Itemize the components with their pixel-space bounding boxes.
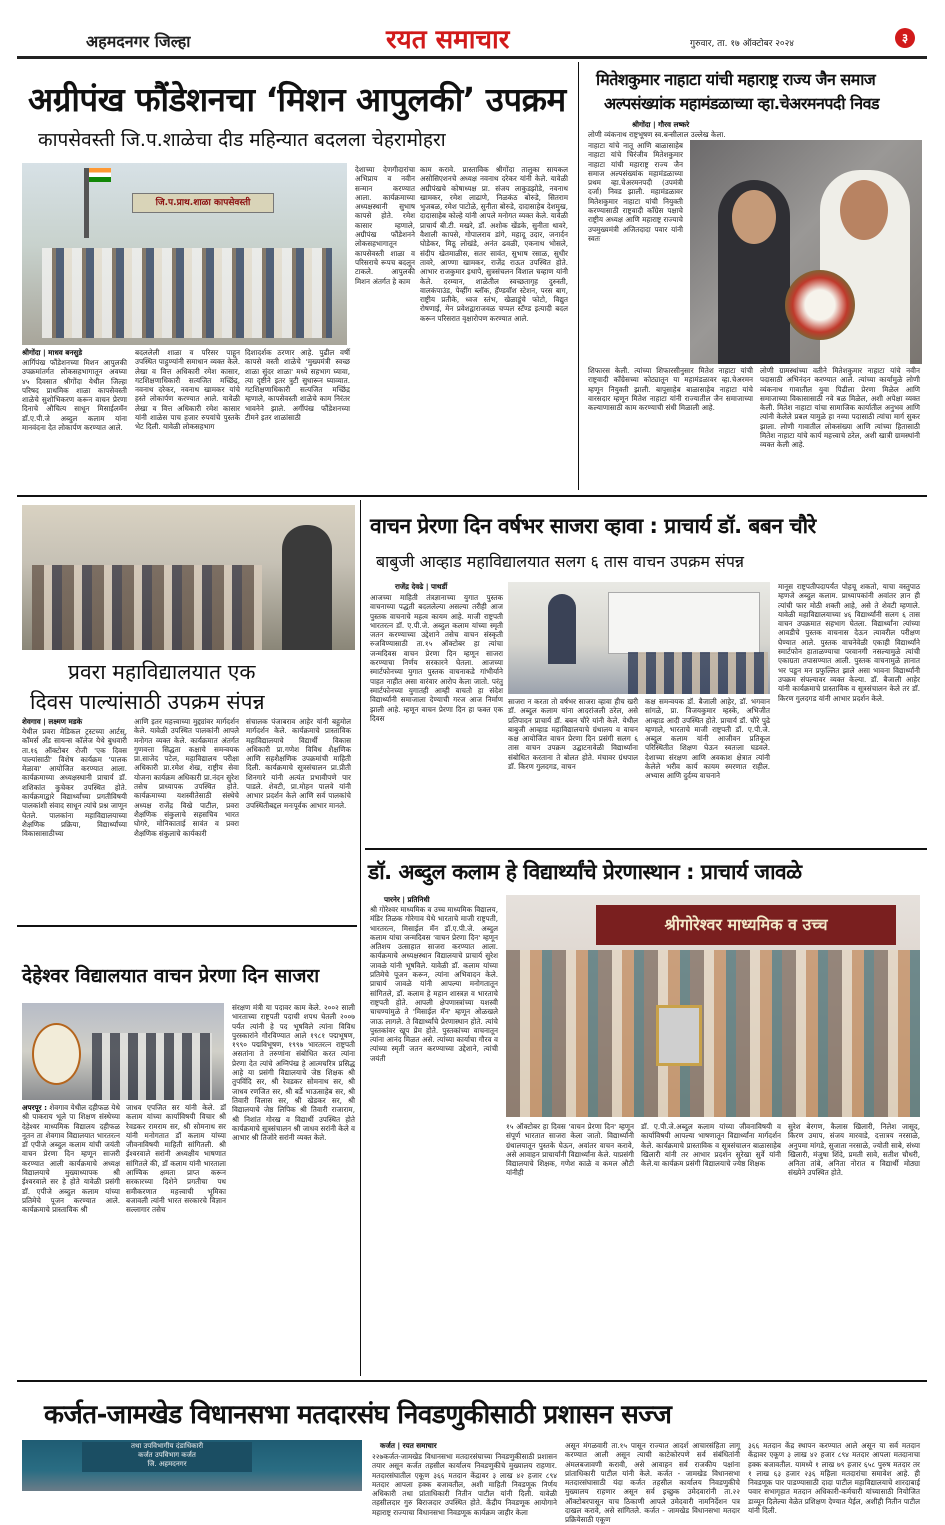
- staff-group-photo: [506, 895, 920, 1117]
- section-divider: [17, 495, 927, 497]
- speaker: [548, 594, 576, 664]
- story6-col2: जाधव एपजित सर यांनी केले. डॉ कलाम यांच्या कार्याविषयी विचार श्री रेवडकर रामराम सर, श्री सोमनाथ सर यांनी मनोगतात डॉ कलाम यांच्या जीवनाविषयी माहिती सांगितली. श्री ईश्वरवाले सरांनी अध्यक्षीय भाषणात सांगितले की, डॉ कलाम यांनी भारताला आण्विक क्षमता प्राप्त करून सरकारच्या दिशेने प्रगतीचा पथ समीकरणात महत्त्वाची भूमिका बजावली त्यांनी भारत सरकारचे विज्ञान सल्लागार तसेच: [126, 1103, 226, 1215]
- district-label: अहमदनगर जिल्हा: [86, 32, 191, 51]
- story1-col2: बदललेली शाळा व परिसर पाहून उपस्थित पाहुण्यांनी समाधान व्यक्त केले. लेखा व वित्त अधिकारी रमेश कासार, गटशिक्षणाधिकारी सत्यजित मच्छिंद्र, नवनाथ दरेकर, नवनाथ खामकर यांचे हस्ते लोकार्पण करण्यात आले. यावेळी लेखा व वित्त अधिकारी रमेश कासार यांनी शाळेस पाच हजार रुपयांचे पुस्तके भेट दिली. यावेळी लोकसहभाग: [135, 348, 240, 432]
- staff-row: [506, 950, 920, 1117]
- headline-line2: अल्पसंख्यांक महामंडळाच्या व्हा.चेअरमनपदी निवड: [604, 94, 880, 113]
- story4-col4: मानूस राष्ट्रपतीपदापर्यंत पोहचू शकतो, याचा वस्तुपाठ म्हणजे अब्दुल कलाम. प्राध्यापकांनी अवांतर ज्ञान ही त्यांची फार मोठी शक्ती आहे, असे ते शेवटी म्हणाले. यावेळी महाविद्यालयाच्या ४६ विद्यार्थ्यांनी सलग ६ तास वाचन उपक्रमात सहभाग घेतला. विद्यार्थ्यांना त्यांच्या आवडीचे पुस्तक वाचनास देऊन त्यावरील परीक्षण घेण्यात आले. पुस्तक वाचनेवेळी एकाही विद्यार्थ्यांने स्मार्टफोन हाताळण्याचा परवानगी नसल्यामुळे त्यांची एकाग्रता तपासण्यात आली. पुस्तक वाचनामुळे ज्ञानात भर पडून मन प्रफुल्लित झाले असा भावना विद्यार्थ्यांनी उपक्रम संपल्यावर व्यक्त केल्या. डॉ. बैजाली आहेर यांनी कार्यक्रमाचे प्रास्ताविक व सूत्रसंचालन केले तर डॉ. किरण गुलदगड यांनी आभार प्रदर्शन केले.: [778, 582, 920, 703]
- headline-line2: दिवस पाल्यांसाठी उपक्रम संपन्न: [30, 690, 265, 714]
- story7-col2: असून मंगळवारी ता.१५ पासून राज्यात आदर्श आचारसंहिता लागू करण्यात आली असून त्याची काटेकोरपणे सर्व संबंधितांनी अंमलबजावणी करावी, असे आवाहन सर्व राजकीय पक्षांना प्रांताधिकारी पाटील यांनी केले. कर्जत - जामखेड विधानसभा मतदारसंघासाठी यंदा कर्जत तहसील कार्यालय निवडणुकीचे मुख्यालय राहणार असून सर्व इच्छुक उमेदवारांनी ता.२२ ऑक्टोबरपासून याच ठिकाणी आपले उमेदवारी नामनिर्देशन पत्र दाखल करावे, असे सांगितले. कर्जत - जामखेड विधानसभा मतदार प्रक्रियेसाठी एकूण: [565, 1441, 740, 1525]
- headline: डॉ. अब्दुल कलाम हे विद्यार्थ्यांचे प्रेरणास्थान : प्राचार्य जावळे: [368, 860, 802, 884]
- story2-col-right: लोणी ग्रामस्थांच्या वतीने मितेशकुमार नाहाटा यांचे नवीन पदासाठी अभिनंदन करण्यात आले. त्यांच्या कार्यामुळे लोणी व्यंकनाथ गावातील युवा पिढीला प्रेरणा मिळेल आणि समाजाच्या विकासासाठी नवे बळ मिळेल, अशी अपेक्षा व्यक्त केली. मितेश नाहाटा यांचा सामाजिक कार्यातील अनुभव आणि त्यांनी केलेले प्रबल यामुळे हा नव्या पदासाठी त्यांचा मार्ग सुकर झाला. लोणी गावातील लोकसंख्या आणि त्यांच्या हितासाठी मितेश नाहाटा यांचे कार्य महत्त्वाचे ठरेल, अशी खात्री ग्रामस्थांनी व्यक्त केली आहे.: [760, 366, 920, 450]
- audience: [628, 652, 768, 694]
- story7-col1: २२७कर्जत-जामखेड विधानसभा मतदारसंघाच्या निवडणुकीसाठी प्रशासन तयार असून कर्जत तहसील कार्यालय निवडणुकीचे मुख्यालय राहणार. मतदारसंघातील एकूण ३६६ मतदान केंद्रावर ३ लाख ४२ हजार ८९४ मतदार आपला हक्क बजावतील, अशी माहिती निवडणूक निर्णय अधिकारी तथा प्रांताधिकारी नितीन पाटील यांनी दिली. यावेळी तहसीलदार गुरु बिराजदार उपस्थित होते. केंद्रीय निवडणूक आयोगाने महाराष्ट्र राज्याचा विधानसभा निवडणूक कार्यक्रम जाहीर केला: [372, 1452, 557, 1517]
- story5-col1: श्री गोरेश्वर माध्यमिक व उच्च माध्यमिक विद्यालय, मंडिर तिळक गोरेगाव येथे भारताचे माजी राष्ट्रपती, भारतरत्न, मिसाईल मॅन डॉ.ए.पी.जे. अब्दुल कलाम यांचा जन्मदिवस 'वाचन प्रेरणा दिन' म्हणून अतिशय उत्साहात साजरा करण्यात आला. कार्यक्रमाचे अध्यक्षस्थान विद्यालयाचे प्राचार्य सुरेश जावळे यांनी भूषविले. यावेळी डॉ. कलाम यांच्या प्रतिमेचे पूजन करून, त्यांना अभिवादन केले. प्राचार्य जावळे यांनी आपल्या मनोगतातून सांगितले, डॉ. कलाम हे महान शास्त्रज्ञ व भारताचे राष्ट्रपती होते. आपली क्षेपणास्त्रांच्या यशस्वी चाचण्यांमुळे ते 'मिसाईल मॅन' म्हणून ओळखले जाऊ लागले. ते विद्यार्थ्यांचे प्रेरणास्थान होते. त्यांचे पुस्तकांवर खूप प्रेम होते. पुस्तकांच्या वाचनातून त्यांना आनंद मिळत असे. त्यांच्या कार्याचा गौरव व त्यांच्या स्मृती जतन करण्याच्या उद्देशाने, त्यांची जयंती: [370, 905, 498, 1063]
- story4-col1: आजच्या माहिती तंत्रज्ञानाच्या युगात पुस्तक वाचनाच्या पद्धती बदललेल्या असल्या तरीही आज पुस्तक वाचनाचे महत्व कायम आहे. माजी राष्ट्रपती भारतरत्न डॉ. ए.पी.जे. अब्दुल कलाम यांच्या स्मृती जतन करण्याच्या उद्देशाने तसेच वाचन संस्कृती रुजविण्यासाठी ता.१५ ऑक्टोबर हा त्यांचा जन्मदिवस वाचन प्रेरणा दिन म्हणून साजरा करण्याचा निर्णय सरकारने घेतला. आजच्या स्मार्टफोनच्या युगात पुस्तक वाचनाकडे गांभीर्याने पाहत नाहीत असा वारंवार आरोप केला जातो. परंतु स्मार्टफोनच्या युगातही आम्ही वाचतो हा संदेश विद्यार्थ्यांनी समाजाला देण्याची गरज आज निर्माण झाली आहे. म्हणून वाचन प्रेरणा दिन हा फक्त एक दिवस: [370, 593, 503, 723]
- story1-col3: दिशादर्शक ठरणार आहे. पुढील वर्षी कापसे वस्ती शाळेचे 'मुख्यमंत्री स्वच्छ शाळा सुंदर शाळा' मध्ये सहभाग घ्यावा, त्या दृष्टीने इतर त्रुटी सुधारून घ्याव्यात. गटशिक्षणाधिकारी सत्यजित मच्छिंद्र म्हणाले, कापसेवस्ती शाळेचे काम निरंतर भावनेने झाले. अर्गीपंख फौंडेशनच्या टीमने इतर शाळांसाठी: [245, 348, 350, 423]
- flag: [89, 168, 111, 182]
- byline: राजेंद्र देवढे | पाथर्डी: [395, 582, 448, 591]
- story2-col-bottom: शिफारस केली. त्यांच्या शिफारसीनुसार मितेश नाहाटा यांची राष्ट्रवादी काँग्रेसच्या कोट्यातून या महामंडळावर व्हा.चेअरमन म्हणून नियुक्ती झाली. बापूसाहेब बाळासाहेब नाहाटा यांचे वारसदार म्हणून मितेश नाहाटा यांनी राज्यातील जैन समाजाच्या कल्याणासाठी काम करण्याची संधी मिळाली आहे.: [588, 366, 753, 413]
- office-nameplate: [82, 1442, 252, 1472]
- school-photo: [22, 163, 347, 345]
- headline: देहेश्वर विद्यालयात वाचन प्रेरणा दिन साजरा: [22, 965, 320, 987]
- school-event-photo: [22, 1003, 224, 1100]
- story1-col1: आर्गिपंख फौंडेशनच्या मिशन आपुलकी उपक्रमांतर्गत लोकसहभागातून अवघ्या ४५ दिवसात श्रीगोंदा येथील जिल्हा परिषद प्राथमिक शाळा कापसेवस्ती शाळेचे सुशोभिकरण करून वाचन प्रेरणा दिनाचे औचित्य साधून मिसाईलमॅन डॉ.ए.पी.जे अब्दुल कलाम यांना मानवंदना देत लोकार्पण करण्यात आले.: [22, 358, 127, 433]
- school-name-banner: [132, 193, 274, 213]
- people: [92, 1033, 212, 1100]
- person-right-face: [840, 180, 888, 240]
- story5-col4: सुरेश बेरगण, कैलास खिलारी, निलेश जासूद, किरण उमाप, संजय मारवाडे, दत्तात्रय नरसाळे, अनुपमा मांगडे, सुजाता नरसाळे, ज्योती साबे, संध्या खिलारी, मंजुषा शिंदे, प्रमती सावे, सतीश चौधरी, अनिता तांबे, अनिता नोरात व विद्यार्थी मोठ्या संख्येने उपस्थित होते.: [788, 1122, 920, 1178]
- kalam-poster: [32, 1023, 81, 1085]
- kalam-portrait: [656, 1005, 702, 1066]
- bouquet: [785, 270, 855, 340]
- story1-col5: काम करावे. प्रास्ताविक श्रीगोंदा तालुका सायकल असोसिएशनचे अध्यक्ष नवनाथ दरेकर यांनी केले. यावेळी अग्रीपंखचे कोषाध्यक्ष प्रा. संजय लाकुडझोडे, नवनाथ खामकर, रमेश लाढाणे, निळकंठ बोरुडे, सितराम भुजबळ, रमेश पाटोळे, सुनीता बोरुडे, दादासाहेब देशमुख, दादासाहेब कोल्हे यांनी आपले मनोगत व्यक्त केले. यावेळी प्राचार्य बी.टी. मखरे, डॉ. अशोक खेंडके, सुनीता थावरे, वैशाली कापसे, गोपालराव डांगे, महादू उदार, जनार्दन घोडेकर, मिठू लोखंडे, अनंत ढवळी, एकनाथ भोसले, संदीप खेतमाळीस, सतर सावंत, सुभाष रसाळ, सुधीर तावरे, आण्णा खामकर, राजेंद्र राऊत उपस्थित होते. आभार राजकुमार इथापे, सुत्रसंचलन विशाल चव्हाण यांनी केले. दरम्यान, शाळेतील स्वच्छतागृह दुरुस्ती, वालकंपाउंड, पेव्हींग ब्लॉक, हॅण्डवॉश स्टेशन, परस बाग, राष्ट्रीय प्रतीके, ध्वज स्तंभ, खेळाडूंचे फोटो, विद्युत रोषणाई, मेन प्रवेशद्वाराजवळ चप्पल स्टॅण्ड इत्यादी बदल करून परिसरात वृक्षारोपण करण्यात आले.: [420, 165, 568, 323]
- column-divider: [578, 62, 579, 490]
- byline: कर्जत | रयत समाचार: [380, 1441, 437, 1450]
- byline: श्रीगोंदा | माधव बनसुडे: [22, 348, 83, 357]
- section-divider: [17, 925, 357, 927]
- column-divider: [360, 500, 361, 1376]
- audience: [32, 565, 262, 650]
- byline: श्रीगोंदा | गौरव लष्करे: [632, 120, 690, 129]
- lecture-photo: [508, 582, 770, 694]
- story1-col4: देशाच्या देणगीदारांचा अभिप्राय व नवीन सन्मान करण्यात आला. कार्यक्रमाच्या अध्यक्षस्थानी सुभाष कापसे होते. रमेश कासार म्हणाले, अग्रीपंख फौंडेशनने लोकसहभागातून कापसेवस्ती शाळा व परिसराचे रूपच बदलून टाकले. आपुलकी मिशन अंतर्गत हे काम: [355, 165, 415, 286]
- school-name-banner-text: जि.प.प्राथ.शाळा कापसेवस्ती: [155, 198, 251, 208]
- page-number: ३: [901, 31, 909, 45]
- school-banner: [596, 905, 896, 945]
- classroom-photo: [22, 505, 355, 650]
- issue-date: गुरुवार, ता. १७ ऑक्टोबर २०२४: [690, 39, 794, 49]
- story6-col1-body: शेवगाव येथील दहीफळ येथे श्री पाकराय भूले पा शिक्षण संस्थेच्या देहेश्वर माध्यमिक विद्यालय दहीफळ नूतन ता शेवगाव विद्यालयात भारतरत्न डॉ एपीजे अब्दुल कलाम यांची जयंती वाचन प्रेरणा दिन म्हणून साजरी करण्यात आली कार्यक्रमाचे अध्यक्ष विद्यालयाचे मुख्याध्यापक श्री ईश्वरवाले सर हे होते यावेळी प्रसंगी डॉ. एपीजे अब्दुल कलाम यांच्या प्रतिमेचे पूजन करण्यात आले. कार्यक्रमाचे प्रास्ताविक श्री: [22, 1103, 120, 1215]
- nameplate-line2: कर्जत उपविभाग कर्जत: [138, 1451, 196, 1459]
- paper-name-logo: रयत समाचार: [386, 25, 510, 55]
- headline-line1: प्रवरा महाविद्यालयात एक: [68, 660, 256, 684]
- school-banner-text: श्रीगोरेश्वर माध्यमिक व उच्च: [664, 915, 828, 934]
- story6-col1: अपरपूर : शेवगाव येथील दहीफळ येथे श्री पाकराय भूले पा शिक्षण संस्थेच्या देहेश्वर माध्यमिक विद्यालय दहीफळ नूतन ता शेवगाव विद्यालयात भारतरत्न डॉ एपीजे अब्दुल कलाम यांची जयंती वाचन प्रेरणा दिन म्हणून साजरी करण्यात आली कार्यक्रमाचे अध्यक्ष विद्यालयाचे मुख्याध्यापक श्री ईश्वरवाले सर हे होते यावेळी प्रसंगी डॉ. एपीजे अब्दुल कलाम यांच्या प्रतिमेचे पूजन करण्यात आले. कार्यक्रमाचे प्रास्ताविक श्री: [22, 1103, 120, 1215]
- whiteboard: [608, 592, 760, 654]
- headline: अग्रीपंख फौंडेशनचा ‘मिशन आपुलकी’ उपक्रम: [28, 80, 566, 119]
- people-group: [42, 248, 332, 338]
- story2-col1: नाहाटा यांचे नातू आणि बाळासाहेब नाहाटा यांचे चिरंजीव मितेशकुमार नाहाटा यांची महाराष्ट्र राज्य जैन समाज अल्पसंख्यांक महामंडळाच्या प्रथम व्हा.चेअरमनपदी (उपमंत्री दर्जा) निवड झाली. महामंडळावर मितेशकुमार नाहाटा यांची नियुक्ती करण्यासाठी राष्ट्रवादी काँग्रेस पक्षाचे राष्ट्रीय अध्यक्ष आणि महाराष्ट्र राज्याचे उपमुख्यमंत्री अजितदादा पवार यांनी स्वतः: [588, 141, 683, 243]
- subhead: बाबुजी आव्हाड महाविद्यालयात सलग ६ तास वाचन उपक्रम संपन्न: [376, 552, 745, 571]
- section-divider: [17, 1380, 927, 1382]
- headline: कर्जत-जामखेड विधानसभा मतदारसंघ निवडणुकीसाठी प्रशासन सज्ज: [44, 1400, 672, 1430]
- office-photo: [22, 1440, 362, 1491]
- person-left-face: [732, 190, 776, 244]
- nameplate-line1: तथा उपविभागीय दंडाधिकारी: [130, 1442, 204, 1450]
- headline: वाचन प्रेरणा दिन वर्षभर साजरा व्हावा : प्राचार्य डॉ. बबन चौरे: [370, 514, 816, 538]
- story4-col2: साजरा न करता तो वर्षभर साजरा व्हावा हीच खरी डॉ. अब्दुल कलाम यांना आदरांजली ठरेल, असे प्रतिपादन प्राचार्य डॉ. बबन चौरे यांनी केले. येथील बाबुजी आव्हाड महाविद्यालयाचे ग्रंथालय व वाचन कक्ष आयोजित वाचन प्रेरणा दिन प्रसंगी सलग ६ तास वाचन उपक्रम उद्घाटनावेळी विद्यार्थ्यांना संबोधित करताना ते बोलत होते. मंचावर ग्रंथपाल डॉ. किरण गुलदगड, वाचन: [508, 697, 638, 772]
- speaker: [282, 525, 332, 650]
- story3-col3: संचालक पंजाबराव आहेर यांनी बहुमोल मार्गदर्शन केले. कार्यक्रमाचे प्रास्ताविक महाविद्यालयाचे विद्यार्थी विकास अधिकारी प्रा.गणेश विविध शैक्षणिक आणि सहशैक्षणिक उपक्रमांची माहिती दिली. कार्यक्रमाचे सूत्रसंचालन प्रा.प्रीती शिनगारे यांनी अत्यंत प्रभावीपणे पार पाडले. शेवटी, प्रा.मोहन पालवे यांनी आभार प्रदर्शन केले आणि सर्व पालकांचे उपस्थितीबद्दल मनःपूर्वक आभार मानले.: [246, 717, 351, 810]
- story2-intro: लोणी व्यंकनाथ राष्ट्रभूषण स्व.बन्सीलाल उल्लेख केला.: [588, 130, 726, 139]
- byline: पारनेर | प्रतिनिधी: [384, 895, 430, 904]
- nameplate-line3: जि. अहमदनगर: [147, 1460, 187, 1468]
- story6-col3: संरक्षण मंत्री या पदावर काम केले. २००२ साली भारताच्या राष्ट्रपती पदाची शपथ घेतली २००७ पर्यंत त्यांनी हे पद भूषविले त्यांना विविध पुरस्कारांने गौरविण्यात आले १९८१ पद्मभूषण, १९९० पद्मविभूषण, १९९७ भारतरत्न राष्ट्रपती असतांना ते तरुणांना संबोधित करत त्यांना प्रेरणा देत त्यांचे अग्निपंख हे आत्मचरित्र प्रसिद्ध आहे या प्रसंगी विद्यालयाचे जेष्ठ शिक्षक श्री तुपविंदि सर, श्री रेवडकर सोमनाथ सर, श्री जाधव रणजित सर, श्री बर्डे भाऊसाहेब सर, श्री तिवारी विलास सर, श्री खेडकर सर, श्री विद्यालयाचे जेष्ठ लिपिक श्री तिवारी राजाराम, श्री निशांत गोरख व विद्यार्थी उपस्थित होते कार्यक्रमाचे सूत्रसंचालन श्री जाधव सरांनी केले व आभार श्री तिजोरे सरांनी व्यक्त केले.: [232, 1003, 355, 1143]
- byline: शेवगाव | लक्ष्मण मडके: [22, 717, 83, 726]
- story7-col3: ३६६ मतदान केंद्र स्थापन करण्यात आले असून या सर्व मतदान केंद्रावर एकूण ३ लाख ४२ हजार ८९४ मतदार आपला मतदानाचा हक्क बजावतील. यामध्ये १ लाख ७९ हजार ६५८ पुरुष मतदार तर १ लाख ६३ हजार २३६ महिला मतदारांचा समावेश आहे. ही निवडणूक पार पाडण्यासाठी दादा पाटील महाविद्यालयाचे शारदाबाई पवार सभागृहात मतदान अधिकारी-कर्मचारी यांच्यासाठी नियोजित डाव्यून दिलेल्या वेळेत प्रशिक्षण देण्यात येईल, अशीही नितीन पाटील यांनी दिली.: [748, 1441, 920, 1516]
- subhead: कापसेवस्ती जि.प.शाळेचा दीड महिन्यात बदलला चेहरामोहरा: [38, 129, 446, 151]
- page-number-badge: [895, 28, 915, 48]
- section-divider: [365, 848, 927, 850]
- nahata-felicitation-photo: [690, 140, 922, 364]
- story5-col2: १५ ऑक्टोबर हा दिवस 'वाचन प्रेरणा दिन' म्हणून संपूर्ण भारतात साजरा केला जातो. विद्यार्थ्यांनी ग्रंथालयातून पुस्तके घेऊन, अवांतर वाचन करावे, असे आवाहन प्राचार्यांनी विद्यार्थ्यांना केले. याप्रसंगी विद्यालयाचे शिक्षक, गणेश काळे व कमल औटी यांनीही: [506, 1122, 634, 1178]
- story4-col3: कक्ष समन्वयक डॉ. बैजाली आहेर, डॉ. भगवान सांगळे, प्रा. विजयकुमार म्हस्के, अभिजीत आव्हाड आदी उपस्थित होते. प्राचार्य डॉ. चौरे पुढे म्हणाले, भारताचे माजी राष्ट्रपती डॉ. ए.पी.जे. अब्दुल कलाम यांनी आजीवन प्रतिकूल परिस्थितीत शिक्षण घेऊन स्वतःला घडवले. देशाच्या संरक्षण आणि अवकाश क्षेत्रात त्यांनी केलेले भरीव कार्य कायम स्मरणात राहील. अभ्यास आणि दुर्दम्य वाचनाने: [645, 697, 770, 781]
- headline-line1: मितेशकुमार नाहाटा यांची महाराष्ट्र राज्य जैन समाज: [596, 70, 876, 89]
- story5-col3: डॉ. ए.पी.जे.अब्दुल कलाम यांच्या जीवनाविषयी व कार्याविषयी आपल्या भाषणातून विद्यार्थ्यांना मार्गदर्शन केले. कार्यक्रमाचे प्रास्ताविक व सूत्रसंचालन बाळासाहेब खिलारी यांनी तर आभार प्रदर्शन सुरेखा सुर्वे यांनी केले.या कार्यक्रम प्रसंगी विद्यालयाचे ज्येष्ठ शिक्षक: [641, 1122, 781, 1169]
- masthead-rule: [17, 56, 927, 59]
- story3-col2: आणि इतर महत्त्वाच्या मुद्द्यांवर मार्गदर्शन केले. यावेळी उपस्थित पालकांनी आपले मनोगत व्यक्त केले. कार्यक्रमात अंतर्गत गुणवत्ता सिद्धता कक्षाचे समन्वयक प्रा.साजेद पटेल, महाविद्यालय परीक्षा अधिकारी प्रा.रमेश शेख, राष्ट्रीय सेवा योजना कार्यक्रम अधिकारी प्रा.नंदन सुरेश तसेच प्राध्यापक उपस्थित होते. कार्यक्रमाच्या यशस्वीतेसाठी संस्थेचे अध्यक्ष राजेंद्र विखे पाटील, प्रवरा शैक्षणिक संकुलाचे सहसचिव भारत घोगरे, मोनिकाताई सावंत व प्रवरा शैक्षणिक संकुलाचे कार्यकारी: [134, 717, 239, 838]
- story3-col1: येथील प्रवरा मेडिकल ट्रस्टच्या आर्टस्, कॉमर्स अँड सायन्स कॉलेज येथे बुधवारी ता.१६ ऑक्टोबर रोजी 'एक दिवस पाल्यांसाठी' विशेष कार्यक्रम 'पालक मेळावा' आयोजित करण्यात आला. कार्यक्रमाच्या अध्यक्षस्थानी प्राचार्य डॉ. शशिकांत कुचेकर उपस्थित होते. कार्यक्रमाद्वारे विद्यार्थ्यांच्या प्रगतीविषयी पालकांशी संवाद साधून त्यांचे प्रश्न जाणून घेतले. पालकांना महाविद्यालयाच्या शैक्षणिक प्रक्रिया, विद्यार्थ्यांच्या विकासासाठीच्या: [22, 727, 127, 839]
